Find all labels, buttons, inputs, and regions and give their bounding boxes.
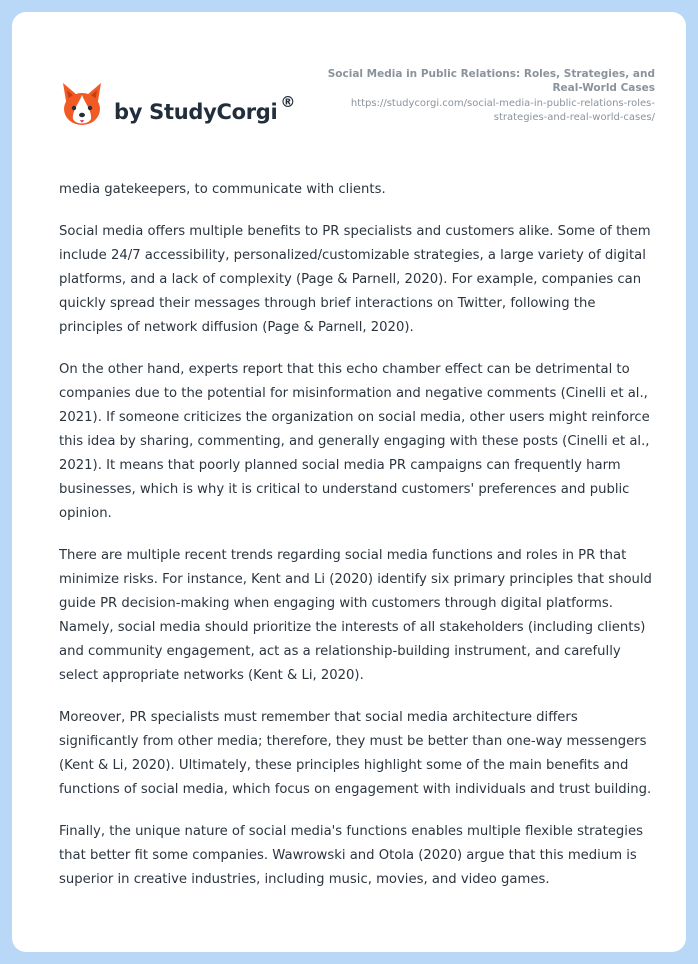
document-url[interactable]: https://studycorgi.com/social-media-in-public-relations-roles-strategies-and-real-world-cases/ <box>350 98 655 123</box>
brand-name: by StudyCorgi <box>114 99 278 124</box>
paragraph: There are multiple recent trends regarding social media functions and roles in PR that minimize risks. For instance, Kent and Li (2020) identify six primary principles that should guide PR decision-making when engaging with customers through digital platforms. Namely, social media should prioritize the interests of all stakeholders (including clients) and community engagement, act as a relationship-building instrument, and carefully select appropriate networks (Kent & Li, 2020). <box>59 548 652 683</box>
paragraph: On the other hand, experts report that this echo chamber effect can be detrimental to companies due to the potential for misinformation and negative comments (Cinelli et al., 2021). If someone criticizes the organization on social media, other users might reinforce this idea by sharing, commenting, and generally engaging with these posts (Cinelli et al., 2021). It means that poorly planned social media PR campaigns can frequently harm businesses, which is why it is critical to understand customers' preferences and public opinion. <box>59 362 650 521</box>
paragraph: Social media offers multiple benefits to PR specialists and customers alike. Some of them include 24/7 accessibility, personalized/customizable strategies, a large variety of digital platforms, and a lack of complexity (Page & Parnell, 2020). For example, companies can quickly spread their messages through brief interactions on Twitter, following the principles of network diffusion (Page & Parnell, 2020). <box>59 224 651 335</box>
document-title: Social Media in Public Relations: Roles, Strategies, and Real-World Cases <box>327 68 655 94</box>
paragraph: Finally, the unique nature of social media's functions enables multiple flexible strategies that better fit some companies. Wawrowski and Otola (2020) argue that this medium is superior in creative industries, including music, movies, and video games. <box>59 824 643 887</box>
document-meta <box>305 67 655 125</box>
document-page <box>12 12 686 952</box>
studycorgi-logo[interactable] <box>60 74 295 136</box>
paragraph: Moreover, PR specialists must remember that social media architecture differs significantly from other media; therefore, they must be better than one-way messengers (Kent & Li, 2020). Ultimately, these principles highlight some of the main benefits and functions of social media, which focus on engagement with individuals and trust building. <box>59 710 652 797</box>
registered-mark: ® <box>280 92 296 111</box>
document-body <box>59 178 659 910</box>
corgi-logo-icon <box>60 81 104 129</box>
paragraph: media gatekeepers, to communicate with clients. <box>59 182 386 197</box>
